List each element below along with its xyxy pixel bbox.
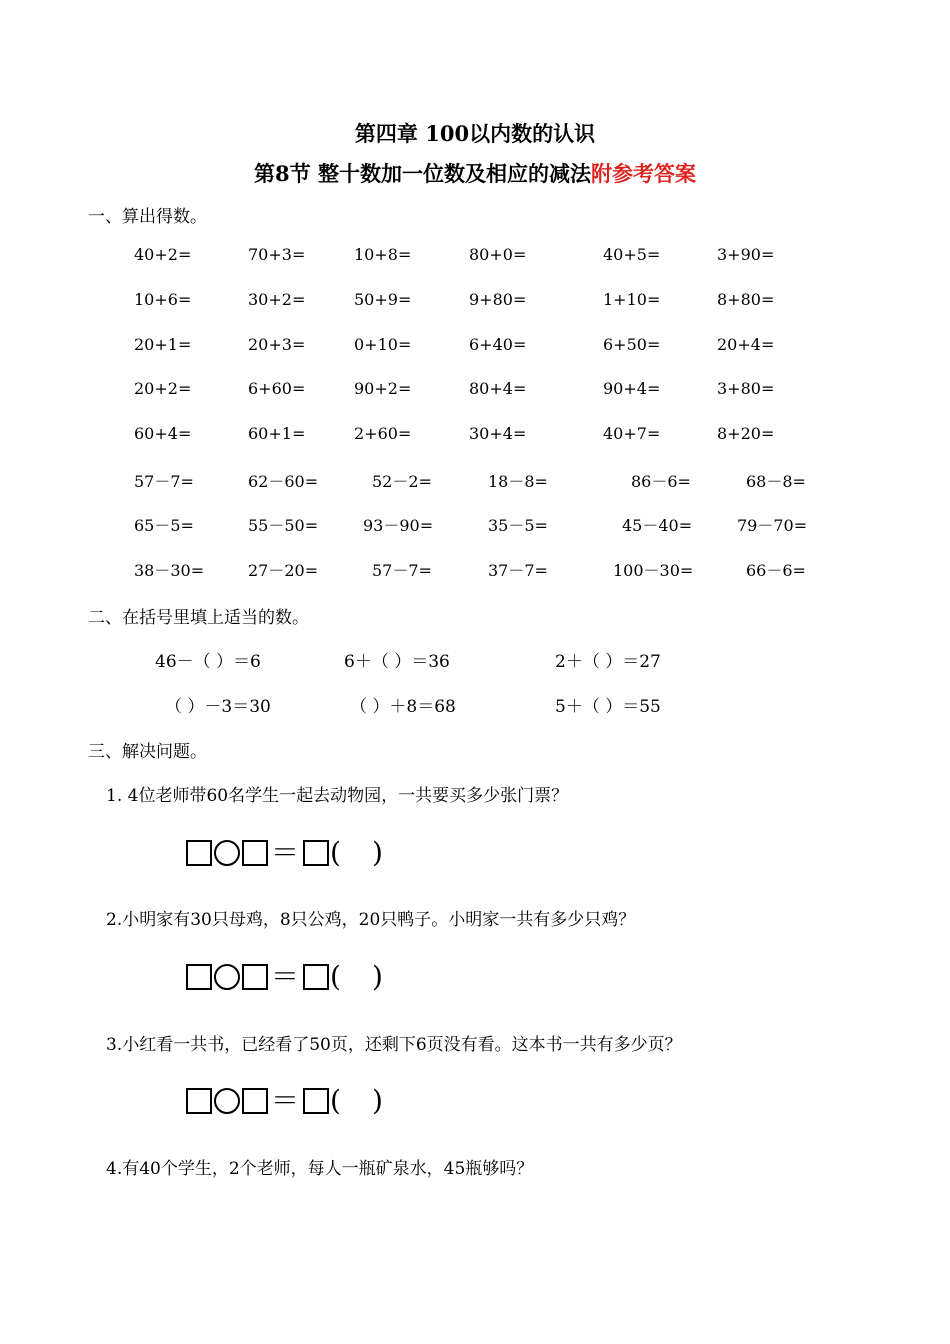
calc-problem: 90+2= — [354, 379, 412, 398]
problem-2: 2.小明家有30只母鸡，8只公鸡，20只鸭子。小明家一共有多少只鸡？ — [106, 910, 636, 930]
calc-problem: 86－6= — [631, 472, 691, 491]
blank-box[interactable] — [186, 1088, 212, 1114]
calc-problem: 6+40= — [469, 335, 527, 354]
calc-problem: 40+5= — [603, 245, 661, 264]
calc-problem: 30+2= — [248, 290, 306, 309]
unit-paren-open: ( — [330, 960, 342, 993]
calc-problem: 27－20= — [248, 561, 319, 580]
calc-problem: 3+80= — [717, 379, 775, 398]
calc-problem: 30+4= — [469, 424, 527, 443]
calc-problem: 6+50= — [603, 335, 661, 354]
fill-in-problem: 2＋（ ）＝27 — [555, 652, 661, 672]
calc-problem: 60+1= — [248, 424, 306, 443]
calc-problem: 40+2= — [134, 245, 192, 264]
calc-problem: 70+3= — [248, 245, 306, 264]
calc-problem: 20+2= — [134, 379, 192, 398]
calc-problem: 57－7= — [372, 561, 432, 580]
calc-problem: 57－7= — [134, 472, 194, 491]
calc-problem: 8+20= — [717, 424, 775, 443]
calc-problem: 20+1= — [134, 335, 192, 354]
blank-box[interactable] — [303, 840, 329, 866]
unit-paren-close: ) — [371, 960, 384, 993]
section-3-heading: 三、解决问题。 — [88, 742, 207, 762]
chapter-title: 第四章 100以内数的认识 — [354, 121, 596, 146]
problem-1: 1. 4位老师带60名学生一起去动物园，一共要买多少张门票？ — [106, 786, 569, 806]
answer-formula-3 — [185, 1082, 384, 1117]
calc-problem: 9+80= — [469, 290, 527, 309]
fill-in-problem: 6＋（ ）＝36 — [344, 652, 450, 672]
calc-problem: 18－8= — [488, 472, 548, 491]
calc-problem: 68－8= — [746, 472, 806, 491]
calc-problem: 35－5= — [488, 516, 548, 535]
unit-paren-open: ( — [330, 1084, 342, 1117]
calc-problem: 38－30= — [134, 561, 205, 580]
operator-circle[interactable] — [214, 964, 240, 990]
fill-in-problem: （ ）－3＝30 — [165, 697, 271, 717]
calc-problem: 0+10= — [354, 335, 412, 354]
problem-3: 3.小红看一共书，已经看了50页，还剩下6页没有看。这本书一共有多少页？ — [106, 1035, 682, 1055]
calc-problem: 60+4= — [134, 424, 192, 443]
answer-formula-2 — [185, 958, 384, 993]
calc-problem: 50+9= — [354, 290, 412, 309]
calc-problem: 79－70= — [737, 516, 808, 535]
calc-problem: 10+8= — [354, 245, 412, 264]
section-1-heading: 一、算出得数。 — [88, 207, 207, 227]
fill-in-problem: 46－（ ）＝6 — [155, 652, 261, 672]
blank-box[interactable] — [303, 1088, 329, 1114]
blank-box[interactable] — [186, 964, 212, 990]
blank-box[interactable] — [186, 840, 212, 866]
calc-problem: 45－40= — [622, 516, 693, 535]
calc-problem: 1+10= — [603, 290, 661, 309]
equals-sign: ＝ — [271, 1084, 301, 1117]
unit-paren-close: ) — [371, 1084, 384, 1117]
calc-problem: 20+4= — [717, 335, 775, 354]
calc-problem: 100－30= — [613, 561, 694, 580]
calc-problem: 10+6= — [134, 290, 192, 309]
calc-problem: 80+4= — [469, 379, 527, 398]
answer-key-note: 附参考答案 — [590, 161, 696, 186]
calc-problem: 65－5= — [134, 516, 194, 535]
unit-paren-open: ( — [330, 836, 342, 869]
blank-box[interactable] — [242, 1088, 268, 1114]
section-title — [0, 158, 950, 188]
calc-problem: 62－60= — [248, 472, 319, 491]
operator-circle[interactable] — [214, 1088, 240, 1114]
blank-box[interactable] — [242, 964, 268, 990]
calc-problem: 40+7= — [603, 424, 661, 443]
calc-problem: 37－7= — [488, 561, 548, 580]
section-2-heading: 二、在括号里填上适当的数。 — [88, 608, 309, 628]
fill-in-problem: 5＋（ ）＝55 — [555, 697, 661, 717]
problem-4: 4.有40个学生，2个老师，每人一瓶矿泉水，45瓶够吗？ — [106, 1159, 534, 1179]
equals-sign: ＝ — [271, 960, 301, 993]
calc-problem: 52－2= — [372, 472, 432, 491]
unit-paren-close: ) — [371, 836, 384, 869]
blank-box[interactable] — [303, 964, 329, 990]
calc-problem: 66－6= — [746, 561, 806, 580]
calc-problem: 93－90= — [363, 516, 434, 535]
calc-problem: 80+0= — [469, 245, 527, 264]
calc-problem: 2+60= — [354, 424, 412, 443]
operator-circle[interactable] — [214, 840, 240, 866]
section-title-main: 第8节 整十数加一位数及相应的减法 — [254, 161, 591, 186]
calc-problem: 8+80= — [717, 290, 775, 309]
equals-sign: ＝ — [271, 836, 301, 869]
calc-problem: 55－50= — [248, 516, 319, 535]
calc-problem: 90+4= — [603, 379, 661, 398]
calc-problem: 20+3= — [248, 335, 306, 354]
answer-formula-1 — [185, 834, 384, 869]
blank-box[interactable] — [242, 840, 268, 866]
calc-problem: 6+60= — [248, 379, 306, 398]
calc-problem: 3+90= — [717, 245, 775, 264]
fill-in-problem: （ ）＋8＝68 — [350, 697, 456, 717]
